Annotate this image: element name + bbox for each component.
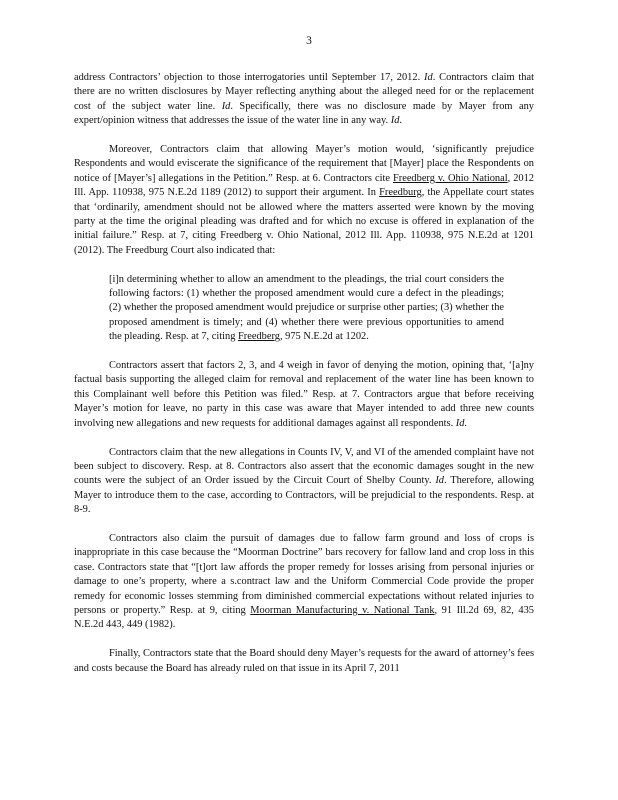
case-citation: Moorman Manufacturing v. National Tank bbox=[250, 604, 435, 616]
text-run: Moreover, Contractors claim that allowing Mayer’s motion would, ‘significantly prejudice Respondents and would eviscerate the significance of the requirement that [Mayer] place the Respondents on notice of [Mayer’s] allegations in the Petition.” Resp. at 6. Contractors cite bbox=[74, 144, 534, 184]
id-citation: Id bbox=[221, 100, 231, 112]
text-run: , 2012 Ill. App. 110938, 975 N.E.2d 1189 (2012) to support their argument. In bbox=[74, 172, 534, 199]
text-run: , 975 N.E.2d at 1202. bbox=[279, 331, 369, 343]
text-run: address Contractors’ objection to those interrogatories until September 17, 2012. bbox=[74, 72, 425, 83]
id-citation: Id bbox=[390, 115, 400, 127]
body-paragraph bbox=[74, 446, 534, 518]
body-paragraph bbox=[74, 532, 534, 633]
text-run: Contractors claim that the new allegations in Counts IV, V, and VI of the amended complaint have not been subject to discovery. Resp. at 8. Contractors also assert that the economic damages sought in the new counts were the subject of an Order issued by the Circuit Court of Shelby County. bbox=[74, 446, 534, 487]
body-paragraph bbox=[74, 647, 534, 676]
text-run: . Specifically, there was no disclosure made by Mayer from any expert/opinion witness that addresses the issue of the water line in any way. bbox=[74, 100, 534, 127]
id-citation: Id bbox=[435, 475, 444, 487]
text-run: . Contractors claim that there are no written disclosures by Mayer reflecting anything about the alleged need for or the replacement cost of the subject water line. bbox=[74, 72, 534, 112]
id-citation: Id bbox=[455, 417, 465, 429]
body-paragraph bbox=[74, 71, 534, 129]
text-run: . bbox=[464, 417, 468, 429]
id-citation: Id bbox=[424, 72, 433, 83]
body-paragraph bbox=[74, 359, 534, 431]
text-run: . Therefore, allowing Mayer to introduce them to the case, according to Contractors, will be prejudicial to the respondents. Resp. at 8-9. bbox=[74, 475, 534, 516]
body-paragraph bbox=[74, 143, 534, 258]
text-run: . bbox=[399, 115, 403, 127]
text-run: Contractors assert that factors 2, 3, and 4 weigh in favor of denying the motion, opining that, ‘[a]ny factual basis supporting the alleged claim for removal and replacement of the water line has been known to this Complainant well before this Petition was filed.” Resp. at 7. Contractors argue that before receiving Mayer’s motion for leave, no party in this case was aware that Mayer intended to add three new counts involving new allegations and new requests for additional damages against all respondents. bbox=[74, 360, 534, 429]
case-citation: Freedberg v. Ohio National bbox=[392, 172, 508, 184]
text-run: , the Appellate court states that ‘ordinarily, amendment should not be allowed where the matters asserted were known by the moving party at the time the original pleading was drafted and for which no excuse is offered in explanation of the initial failure.” Resp. at 7, citing Freedberg v. Ohio National, 2012 Ill. App. 110938, 975 N.E.2d at 1201 (2012). The Freedburg Court also indicated that: bbox=[74, 187, 534, 256]
text-run: Finally, Contractors state that the Board should deny Mayer’s requests for the award of attorney’s fees and costs because the Board has already ruled on that issue in its April 7, 2011 bbox=[74, 648, 534, 674]
case-citation: Freedberg bbox=[238, 331, 280, 343]
text-run: [i]n determining whether to allow an amendment to the pleadings, the trial court considers the following factors: (1) whether the proposed amendment would cure a defect in the pleadings; (2) whether the proposed amendment would prejudice or surprise other parties; (3) whether the proposed amendment is timely; and (4) whether there were previous opportunities to amend the pleading. Resp. at 7, citing bbox=[109, 273, 505, 343]
text-run: , 91 Ill.2d 69, 82, 435 N.E.2d 443, 449 (1982). bbox=[74, 604, 535, 631]
case-citation: Freedburg bbox=[379, 187, 422, 199]
page-number: 3 bbox=[306, 35, 312, 47]
block-quote bbox=[109, 273, 504, 345]
document-body bbox=[74, 71, 534, 690]
text-run: Contractors also claim the pursuit of damages due to fallow farm ground and loss of crops is inappropriate in this case because the “Moorman Doctrine” bars recovery for fallow land and crop loss in this case. Contractors state that “[t]ort law affords the proper remedy for losses arising from personal injuries or damage to one’s property, where a s.contract law and the Uniform Commercial Code provide the proper remedy for economic losses stemming from diminished commercial expectations without related injuries to persons or property.” Resp. at 9, citing bbox=[74, 532, 534, 616]
